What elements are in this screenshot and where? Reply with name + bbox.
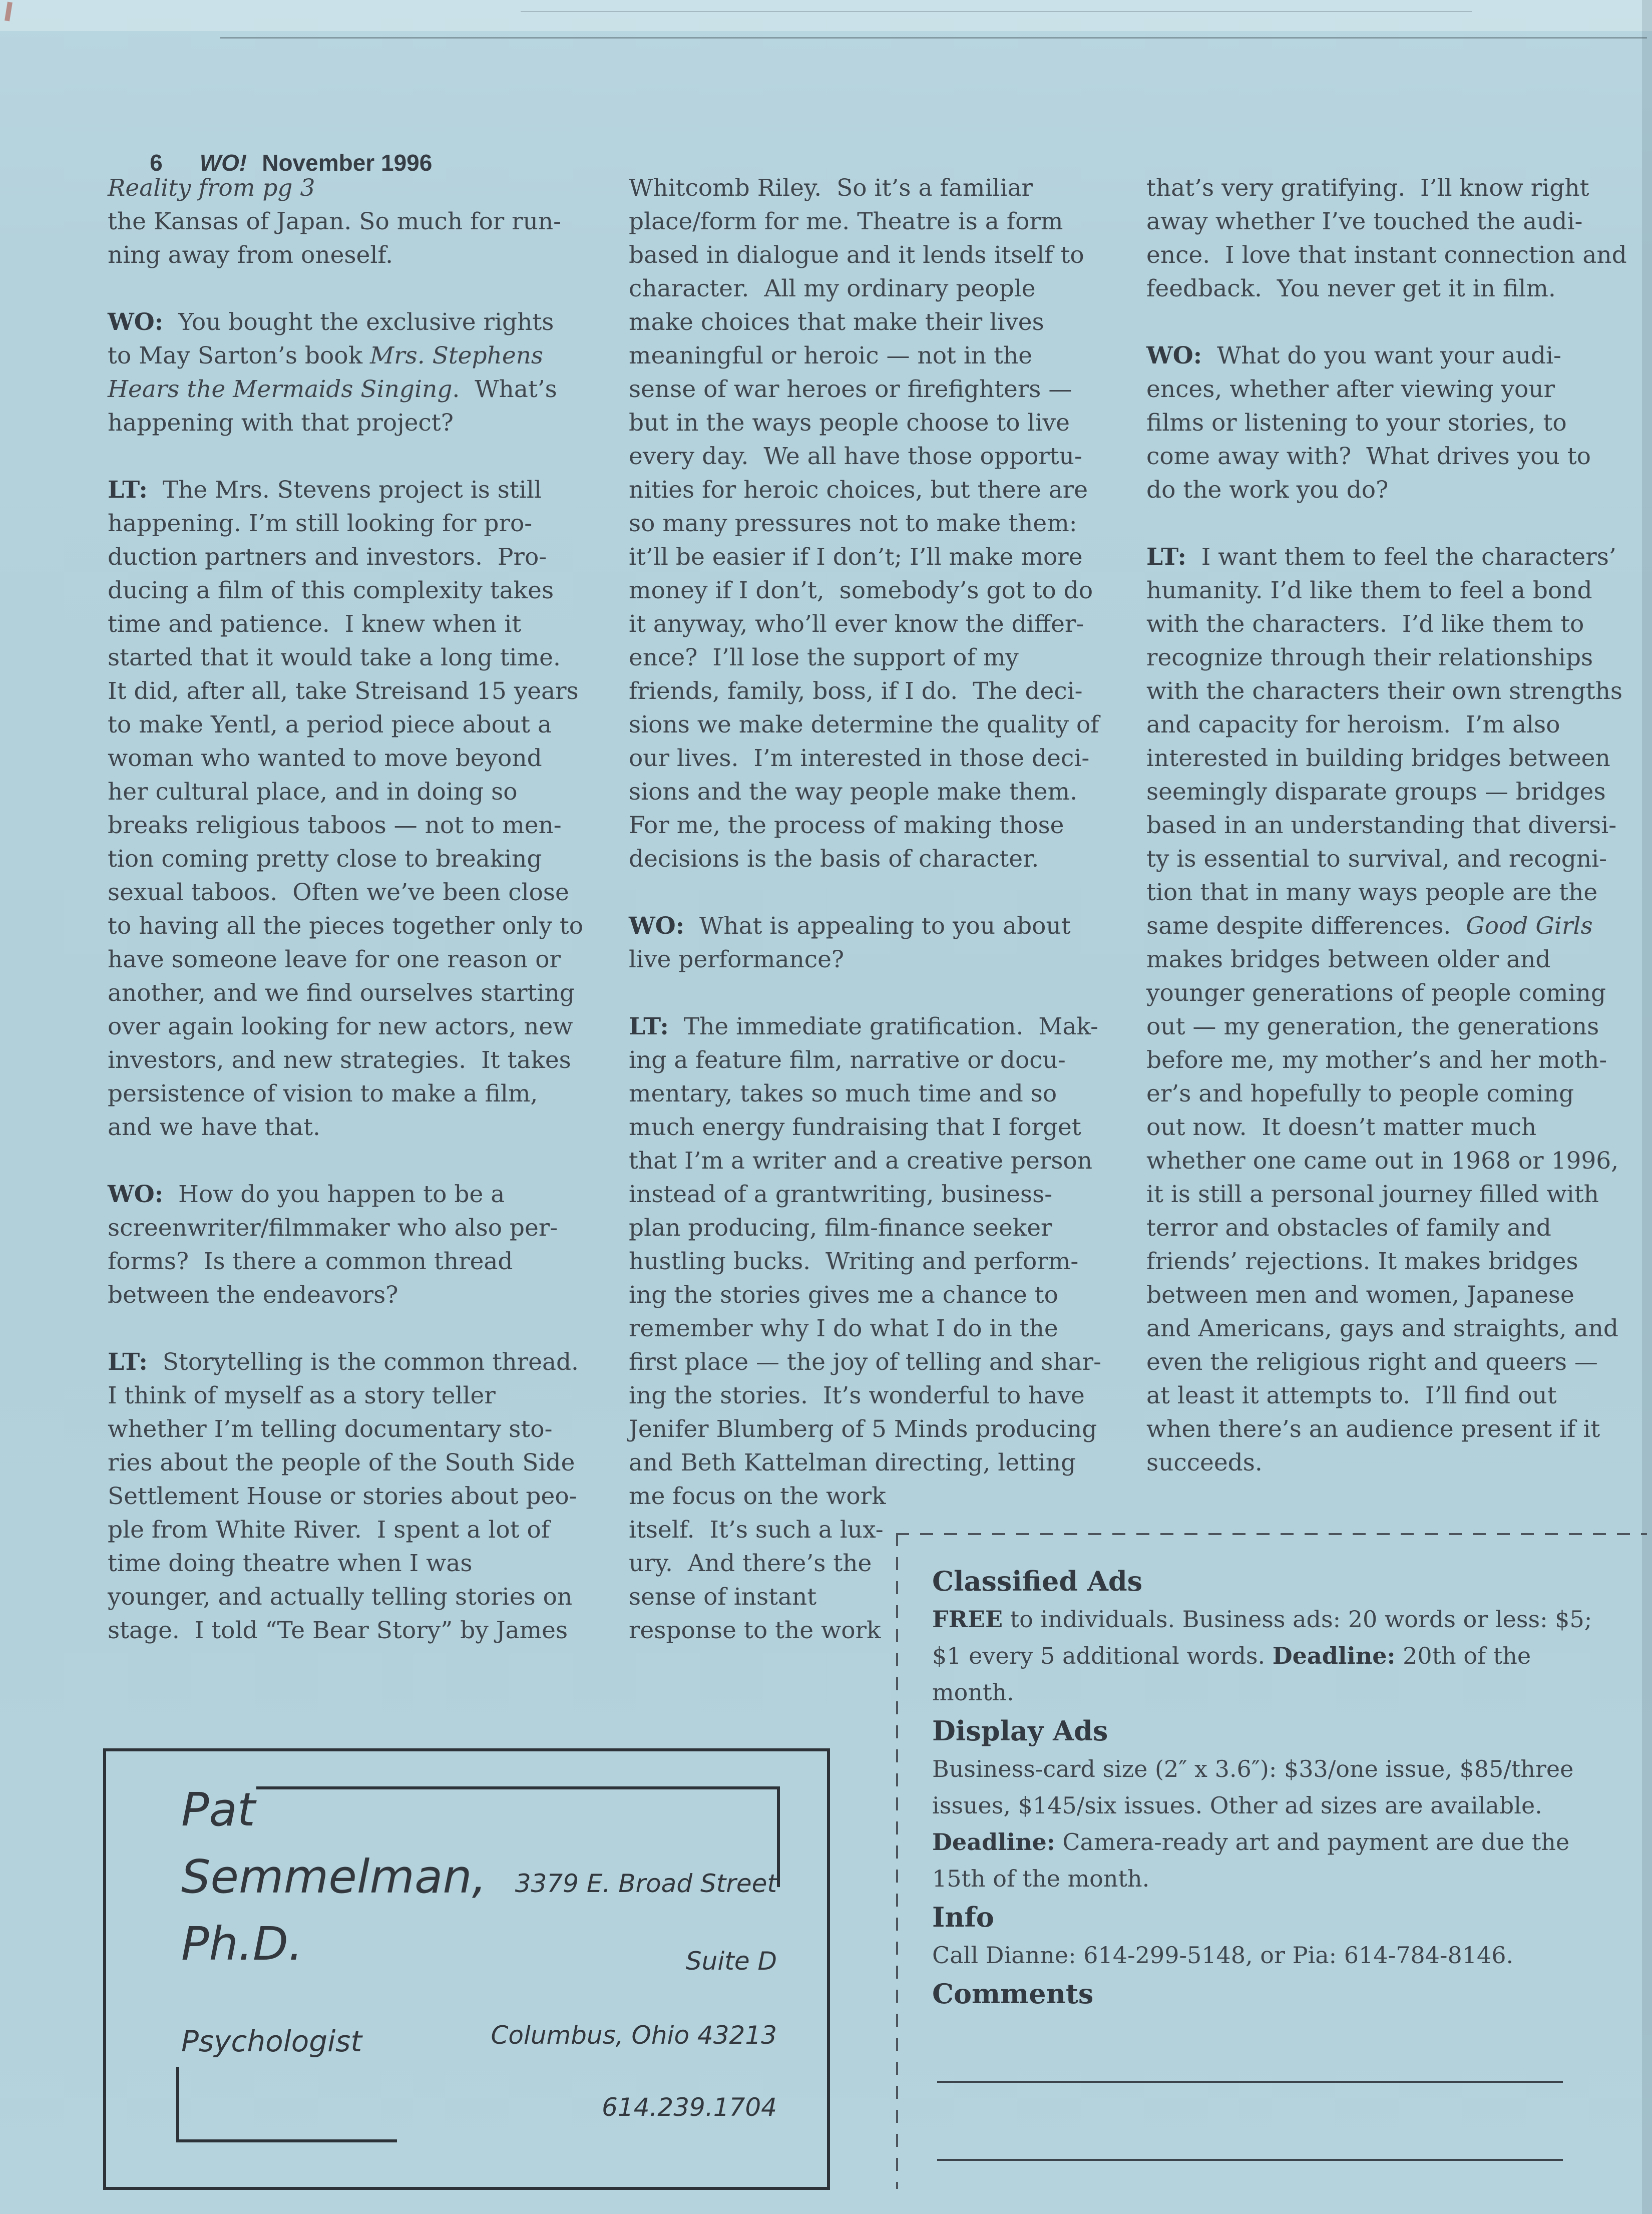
text-line: issues, $145/six issues. Other ad sizes are available. [932, 1792, 1542, 1819]
text-line: er’s and hopefully to people coming [1146, 1080, 1574, 1108]
text-line: plan producing, film-finance seeker [629, 1214, 1052, 1242]
text-line: LT: The Mrs. Stevens project is still [108, 476, 542, 504]
text-line: and we have that. [108, 1114, 320, 1141]
text-line [629, 976, 1152, 1010]
text-line: FREE to individuals. Business ads: 20 words or less: $5; [932, 1606, 1592, 1633]
text-line: so many pressures not to make them: [629, 510, 1077, 537]
text-line: ing the stories. It’s wonderful to have [629, 1382, 1085, 1409]
section-heading: Info [932, 1901, 994, 1933]
text-line: LT: Storytelling is the common thread. [108, 1348, 579, 1376]
text-line: and Beth Kattelman directing, letting [629, 1449, 1076, 1477]
text-line [629, 876, 1152, 909]
text-line: that I’m a writer and a creative person [629, 1147, 1093, 1175]
text-line: ury. And there’s the [629, 1550, 872, 1577]
business-card-ad [103, 1748, 830, 2190]
text-line: happening. I’m still looking for pro- [108, 510, 533, 537]
text-line: response to the work [629, 1617, 881, 1644]
text-line: feedback. You never get it in film. [1146, 275, 1556, 302]
text-line: persistence of vision to make a film, [108, 1080, 538, 1108]
text-line: and Americans, gays and straights, and [1146, 1315, 1618, 1342]
text-line: sense of war heroes or firefighters — [629, 376, 1072, 403]
text-line [108, 440, 631, 473]
text-line: ing a feature film, narrative or docu- [629, 1046, 1066, 1074]
text-line: based in dialogue and it lends itself to [629, 241, 1084, 269]
text-line: LT: The immediate gratification. Mak- [629, 1013, 1099, 1040]
scan-light-band [0, 0, 1652, 31]
text-line: much energy fundraising that I forget [629, 1114, 1081, 1141]
section-heading: Display Ads [932, 1715, 1108, 1747]
text-line: itself. It’s such a lux- [629, 1516, 884, 1544]
text-line: ducing a film of this complexity takes [108, 577, 554, 604]
text-line: younger, and actually telling stories on [108, 1583, 573, 1611]
section-heading: Classified Ads [932, 1565, 1143, 1597]
text-line: screenwriter/filmmaker who also per- [108, 1214, 558, 1242]
advertiser-name [181, 1776, 487, 1978]
scan-artifact-line [220, 37, 1647, 39]
text-line: sense of instant [629, 1583, 817, 1611]
comments-write-in-line [937, 2081, 1563, 2083]
scan-artifact-line [521, 11, 1472, 12]
advertiser-name-line: Semmelman, [181, 1850, 487, 1904]
text-line: me focus on the work [629, 1483, 886, 1510]
advertiser-street: 3379 E. Broad Street [515, 1869, 777, 1898]
text-line: friends, family, boss, if I do. The deci- [629, 677, 1083, 705]
text-line: our lives. I’m interested in those deci- [629, 745, 1090, 772]
text-line: friends’ rejections. It makes bridges [1146, 1248, 1578, 1275]
text-line: For me, the process of making those [629, 812, 1064, 839]
text-line: Deadline: Camera-ready art and payment are due the [932, 1828, 1570, 1856]
classified-ads-section [932, 1561, 1648, 2014]
text-line: succeeds. [1146, 1449, 1263, 1477]
text-line: forms? Is there a common thread [108, 1248, 513, 1275]
text-line: Jenifer Blumberg of 5 Minds producing [629, 1415, 1097, 1443]
text-line [1146, 305, 1652, 339]
text-line: before me, my mother’s and her moth- [1146, 1046, 1607, 1074]
advertiser-name-line: Pat [181, 1783, 255, 1836]
text-line: live performance? [629, 946, 845, 973]
advertiser-city: Columbus, Ohio 43213 [491, 2021, 777, 2050]
advertiser-suite: Suite D [685, 1947, 777, 1976]
text-line: ing the stories gives me a chance to [629, 1281, 1058, 1309]
text-line: to having all the pieces together only to [108, 912, 584, 940]
text-line: humanity. I’d like them to feel a bond [1146, 577, 1592, 604]
text-line: Business-card size (2″ x 3.6″): $33/one issue, $85/three [932, 1755, 1574, 1782]
text-line: Settlement House or stories about peo- [108, 1483, 577, 1510]
text-line: Reality from pg 3 [108, 174, 315, 202]
text-line: tion that in many ways people are the [1146, 879, 1598, 906]
article-column-2 [629, 171, 1152, 1647]
text-line: based in an understanding that diversi- [1146, 812, 1617, 839]
text-line [108, 1144, 631, 1178]
text-line: whether I’m telling documentary sto- [108, 1415, 553, 1443]
text-line: the Kansas of Japan. So much for run- [108, 208, 562, 235]
text-line: ty is essential to survival, and recogni- [1146, 845, 1607, 873]
text-line: ence? I’ll lose the support of my [629, 644, 1019, 671]
text-line: same despite differences. Good Girls [1146, 912, 1593, 940]
text-line: WO: What do you want your audi- [1146, 342, 1561, 370]
text-line: WO: You bought the exclusive rights [108, 308, 554, 336]
text-line: make choices that make their lives [629, 308, 1044, 336]
text-line: out now. It doesn’t matter much [1146, 1114, 1537, 1141]
text-line: ning away from oneself. [108, 241, 393, 269]
text-line: recognize through their relationships [1146, 644, 1593, 671]
advertiser-phone: 614.239.1704 [602, 2093, 777, 2122]
comments-write-in-line [937, 2159, 1563, 2161]
text-line: seemingly disparate groups — bridges [1146, 778, 1606, 806]
article-column-1 [108, 171, 631, 1647]
text-line: 15th of the month. [932, 1865, 1150, 1892]
text-line: that’s very gratifying. I’ll know right [1146, 174, 1589, 202]
text-line: place/form for me. Theatre is a form [629, 208, 1063, 235]
text-line: ences, whether after viewing your [1146, 376, 1555, 403]
card-corner-bracket-bottom [176, 2067, 397, 2142]
text-line: away whether I’ve touched the audi- [1146, 208, 1583, 235]
text-line: mentary, takes so much time and so [629, 1080, 1057, 1108]
text-line: happening with that project? [108, 409, 454, 437]
text-line: it anyway, who’ll ever know the differ- [629, 610, 1084, 638]
text-line: LT: I want them to feel the characters’ [1146, 543, 1616, 571]
text-line: first place — the joy of telling and shar- [629, 1348, 1101, 1376]
text-line: WO: How do you happen to be a [108, 1181, 505, 1208]
text-line: sexual taboos. Often we’ve been close [108, 879, 569, 906]
text-line: another, and we find ourselves starting [108, 979, 575, 1007]
text-line: instead of a grantwriting, business- [629, 1181, 1053, 1208]
classifieds-dashed-divider-horizontal [896, 1533, 1647, 1535]
issue-date: November 1996 [262, 150, 433, 176]
text-line: films or listening to your stories, to [1146, 409, 1567, 437]
text-line: it’ll be easier if I don’t; I’ll make more [629, 543, 1083, 571]
text-line: time and patience. I knew when it [108, 610, 522, 638]
text-line: interested in building bridges between [1146, 745, 1610, 772]
text-line: WO: What is appealing to you about [629, 912, 1071, 940]
text-line: do the work you do? [1146, 476, 1389, 504]
text-line: Hears the Mermaids Singing. What’s [108, 376, 557, 403]
advertiser-profession: Psychologist [181, 2024, 362, 2058]
text-line: with the characters. I’d like them to [1146, 610, 1584, 638]
text-line: her cultural place, and in doing so [108, 778, 518, 806]
text-line: Whitcomb Riley. So it’s a familiar [629, 174, 1033, 202]
text-line: nities for heroic choices, but there are [629, 476, 1088, 504]
text-line: to May Sarton’s book Mrs. Stephens [108, 342, 544, 370]
text-line: started that it would take a long time. [108, 644, 561, 671]
text-line: it is still a personal journey filled with [1146, 1181, 1599, 1208]
text-line: duction partners and investors. Pro- [108, 543, 547, 571]
text-line: between the endeavors? [108, 1281, 398, 1309]
text-line: character. All my ordinary people [629, 275, 1036, 302]
text-line: decisions is the basis of character. [629, 845, 1039, 873]
text-line: and capacity for heroism. I’m also [1146, 711, 1560, 739]
text-line: sions we make determine the quality of [629, 711, 1099, 739]
text-line: have someone leave for one reason or [108, 946, 561, 973]
text-line: ence. I love that instant connection and [1146, 241, 1627, 269]
text-line: investors, and new strategies. It takes [108, 1046, 571, 1074]
text-line: to make Yentl, a period piece about a [108, 711, 552, 739]
text-line: out — my generation, the generations [1146, 1013, 1599, 1040]
article-column-3 [1146, 171, 1652, 1480]
text-line: come away with? What drives you to [1146, 443, 1591, 470]
text-line: I think of myself as a story teller [108, 1382, 496, 1409]
text-line: ple from White River. I spent a lot of [108, 1516, 550, 1544]
text-line: over again looking for new actors, new [108, 1013, 573, 1040]
magazine-title: WO! [199, 150, 247, 176]
text-line: remember why I do what I do in the [629, 1315, 1058, 1342]
text-line: $1 every 5 additional words. Deadline: 20th of the [932, 1642, 1531, 1669]
text-line: with the characters their own strengths [1146, 677, 1622, 705]
text-line [108, 1312, 631, 1345]
text-line: ries about the people of the South Side [108, 1449, 575, 1477]
text-line: meaningful or heroic — not in the [629, 342, 1033, 370]
text-line [108, 272, 631, 305]
text-line: when there’s an audience present if it [1146, 1415, 1600, 1443]
text-line: tion coming pretty close to breaking [108, 845, 542, 873]
text-line: It did, after all, take Streisand 15 years [108, 677, 579, 705]
page-number: 6 [150, 150, 163, 176]
advertiser-name-line: Ph.D. [181, 1917, 303, 1971]
classifieds-dashed-divider-vertical [896, 1533, 898, 2189]
text-line: whether one came out in 1968 or 1996, [1146, 1147, 1619, 1175]
text-line: terror and obstacles of family and [1146, 1214, 1551, 1242]
text-line: sions and the way people make them. [629, 778, 1078, 806]
text-line: makes bridges between older and [1146, 946, 1551, 973]
text-line [1146, 507, 1652, 540]
text-line: even the religious right and queers — [1146, 1348, 1598, 1376]
text-line: at least it attempts to. I’ll find out [1146, 1382, 1557, 1409]
text-line: month. [932, 1679, 1014, 1706]
text-line: younger generations of people coming [1146, 979, 1606, 1007]
text-line: between men and women, Japanese [1146, 1281, 1574, 1309]
text-line: money if I don’t, somebody’s got to do [629, 577, 1093, 604]
text-line: woman who wanted to move beyond [108, 745, 542, 772]
text-line: stage. I told “Te Bear Story” by James [108, 1617, 568, 1644]
text-line: every day. We all have those opportu- [629, 443, 1082, 470]
section-heading: Comments [932, 1978, 1094, 2010]
text-line: hustling bucks. Writing and perform- [629, 1248, 1079, 1275]
text-line: breaks religious taboos — not to men- [108, 812, 562, 839]
text-line: Call Dianne: 614-299-5148, or Pia: 614-784-8146. [932, 1942, 1514, 1969]
text-line: but in the ways people choose to live [629, 409, 1070, 437]
text-line: time doing theatre when I was [108, 1550, 473, 1577]
